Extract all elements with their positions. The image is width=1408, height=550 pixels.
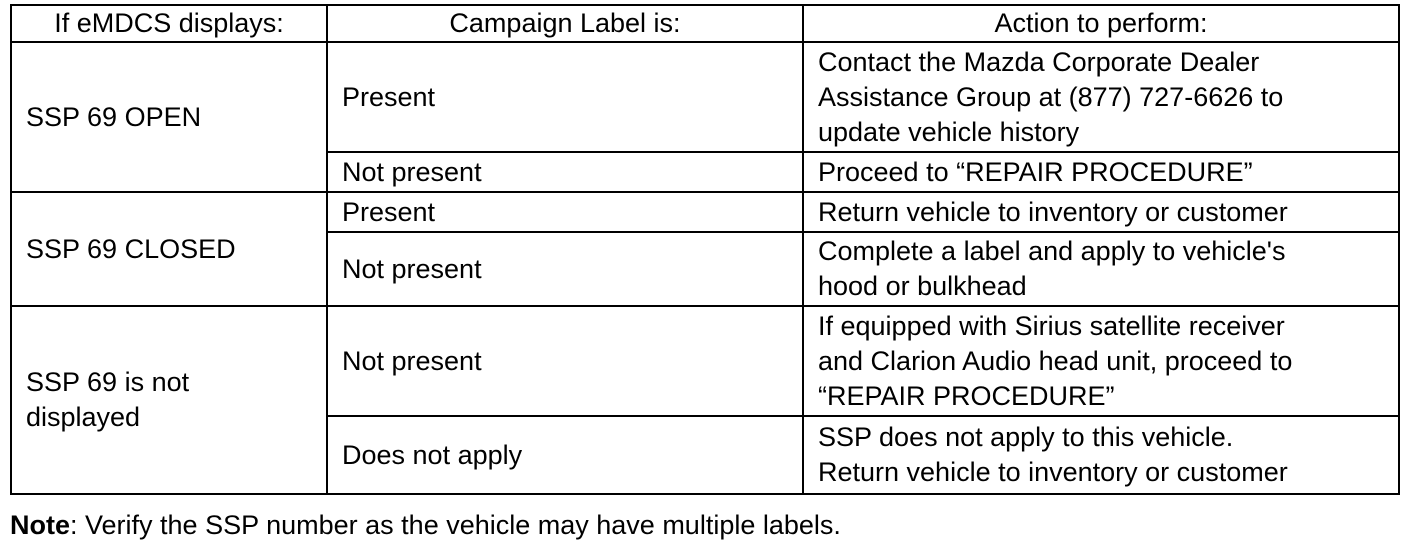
header-emdcs-displays: If eMDCS displays: — [11, 5, 327, 42]
header-campaign-label: Campaign Label is: — [327, 5, 803, 42]
note-label: Note — [10, 510, 70, 540]
action-line: Proceed to “REPAIR PROCEDURE” — [818, 156, 1253, 187]
emdcs-status-line: displayed — [26, 402, 141, 432]
table-row — [11, 306, 1399, 416]
action-line: and Clarion Audio head unit, proceed to — [818, 345, 1293, 376]
campaign-label-cell: Present — [327, 192, 803, 232]
action-line: hood or bulkhead — [818, 271, 1027, 301]
action-line: update vehicle history — [818, 116, 1080, 147]
table-row — [11, 42, 1399, 152]
action-line: “REPAIR PROCEDURE” — [818, 380, 1115, 411]
action-cell — [803, 232, 1399, 306]
action-line: Assistance Group at (877) 727-6626 to — [818, 81, 1284, 112]
action-cell — [803, 42, 1399, 152]
header-action: Action to perform: — [803, 5, 1399, 42]
table-row — [11, 192, 1399, 232]
campaign-label-cell: Not present — [327, 306, 803, 416]
action-line: Return vehicle to inventory or customer — [818, 457, 1288, 487]
emdcs-status-line: SSP 69 is not — [26, 367, 190, 397]
campaign-label-cell: Not present — [327, 232, 803, 306]
ssp-action-table — [10, 4, 1400, 495]
action-cell — [803, 192, 1399, 232]
campaign-label-cell: Present — [327, 42, 803, 152]
emdcs-status-cell: SSP 69 OPEN — [11, 42, 327, 192]
action-cell — [803, 416, 1399, 494]
campaign-label-cell: Does not apply — [327, 416, 803, 494]
action-line: Contact the Mazda Corporate Dealer — [818, 46, 1260, 77]
action-cell — [803, 152, 1399, 192]
action-line: SSP does not apply to this vehicle. — [818, 422, 1234, 452]
emdcs-status-cell: SSP 69 CLOSED — [11, 192, 327, 306]
action-line: Return vehicle to inventory or customer — [818, 196, 1288, 227]
action-line: Complete a label and apply to vehicle's — [818, 236, 1286, 266]
table-header-row — [11, 5, 1399, 42]
note-text: : Verify the SSP number as the vehicle may have multiple labels. — [70, 510, 841, 540]
emdcs-status-cell — [11, 306, 327, 494]
campaign-label-cell: Not present — [327, 152, 803, 192]
action-cell — [803, 306, 1399, 416]
action-line: If equipped with Sirius satellite receiver — [818, 310, 1285, 341]
footnote — [10, 508, 841, 543]
